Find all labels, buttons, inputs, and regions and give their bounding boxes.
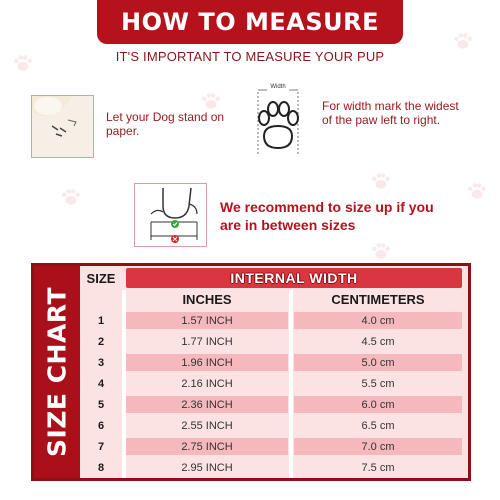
cm-cell: 6.5 cm <box>294 417 462 434</box>
cm-cell: 5.5 cm <box>294 375 462 392</box>
cm-cell: 7.0 cm <box>294 438 462 455</box>
size-cell: 7 <box>97 440 105 453</box>
paw-sizing-diagram <box>134 183 207 247</box>
dog-paw-photo <box>31 95 94 158</box>
size-cell: 2 <box>97 335 105 348</box>
size-cell: 3 <box>97 356 105 369</box>
size-chart-title: SIZE CHART <box>42 286 72 458</box>
table-row <box>80 394 468 415</box>
size-rows <box>80 310 468 478</box>
size-cell: 8 <box>97 461 105 474</box>
table-row <box>80 415 468 436</box>
cm-cell: 7.5 cm <box>294 459 462 476</box>
cm-cell: 4.5 cm <box>294 333 462 350</box>
inches-cell: 2.55 INCH <box>126 417 288 434</box>
size-chart-table <box>80 266 468 478</box>
inches-cell: 2.75 INCH <box>126 438 288 455</box>
table-row <box>80 352 468 373</box>
inches-cell: 2.36 INCH <box>126 396 288 413</box>
page-title: HOW TO MEASURE <box>121 8 379 36</box>
title-banner <box>97 0 403 44</box>
table-row <box>80 310 468 331</box>
step-width-text: For width mark the widest of the paw left to right. <box>322 99 459 127</box>
inches-cell: 2.95 INCH <box>126 459 288 476</box>
inches-cell: 1.57 INCH <box>126 312 288 329</box>
column-header-centimeters: CENTIMETERS <box>331 291 425 307</box>
page-subtitle: IT'S IMPORTANT TO MEASURE YOUR PUP <box>115 49 385 64</box>
size-cell: 1 <box>97 314 105 327</box>
column-header-inches: INCHES <box>182 291 232 307</box>
paw-print-icon <box>466 180 488 202</box>
width-label: Width <box>270 84 286 90</box>
column-header-size: SIZE <box>86 270 116 286</box>
table-row <box>80 436 468 457</box>
cm-cell: 6.0 cm <box>294 396 462 413</box>
table-row <box>80 373 468 394</box>
size-chart-side-label <box>34 266 80 478</box>
size-cell: 5 <box>97 398 105 411</box>
inches-cell: 2.16 INCH <box>126 375 288 392</box>
cm-cell: 4.0 cm <box>294 312 462 329</box>
internal-width-label: INTERNAL WIDTH <box>230 270 358 286</box>
paw-print-icon <box>370 170 392 192</box>
table-row <box>80 331 468 352</box>
inches-cell: 1.96 INCH <box>126 354 288 371</box>
internal-width-header <box>126 268 462 288</box>
inches-cell: 1.77 INCH <box>126 333 288 350</box>
cm-cell: 5.0 cm <box>294 354 462 371</box>
table-row <box>80 457 468 478</box>
size-cell: 6 <box>97 419 105 432</box>
paw-width-diagram <box>236 82 316 162</box>
paw-print-icon <box>370 240 392 262</box>
paw-print-icon <box>200 90 222 112</box>
size-chart <box>31 263 471 481</box>
size-up-recommendation: We recommend to size up if you are in between sizes <box>220 199 434 233</box>
step-stand-text: Let your Dog stand on paper. <box>106 110 225 138</box>
size-cell: 4 <box>97 377 105 390</box>
paw-print-icon <box>60 186 82 208</box>
